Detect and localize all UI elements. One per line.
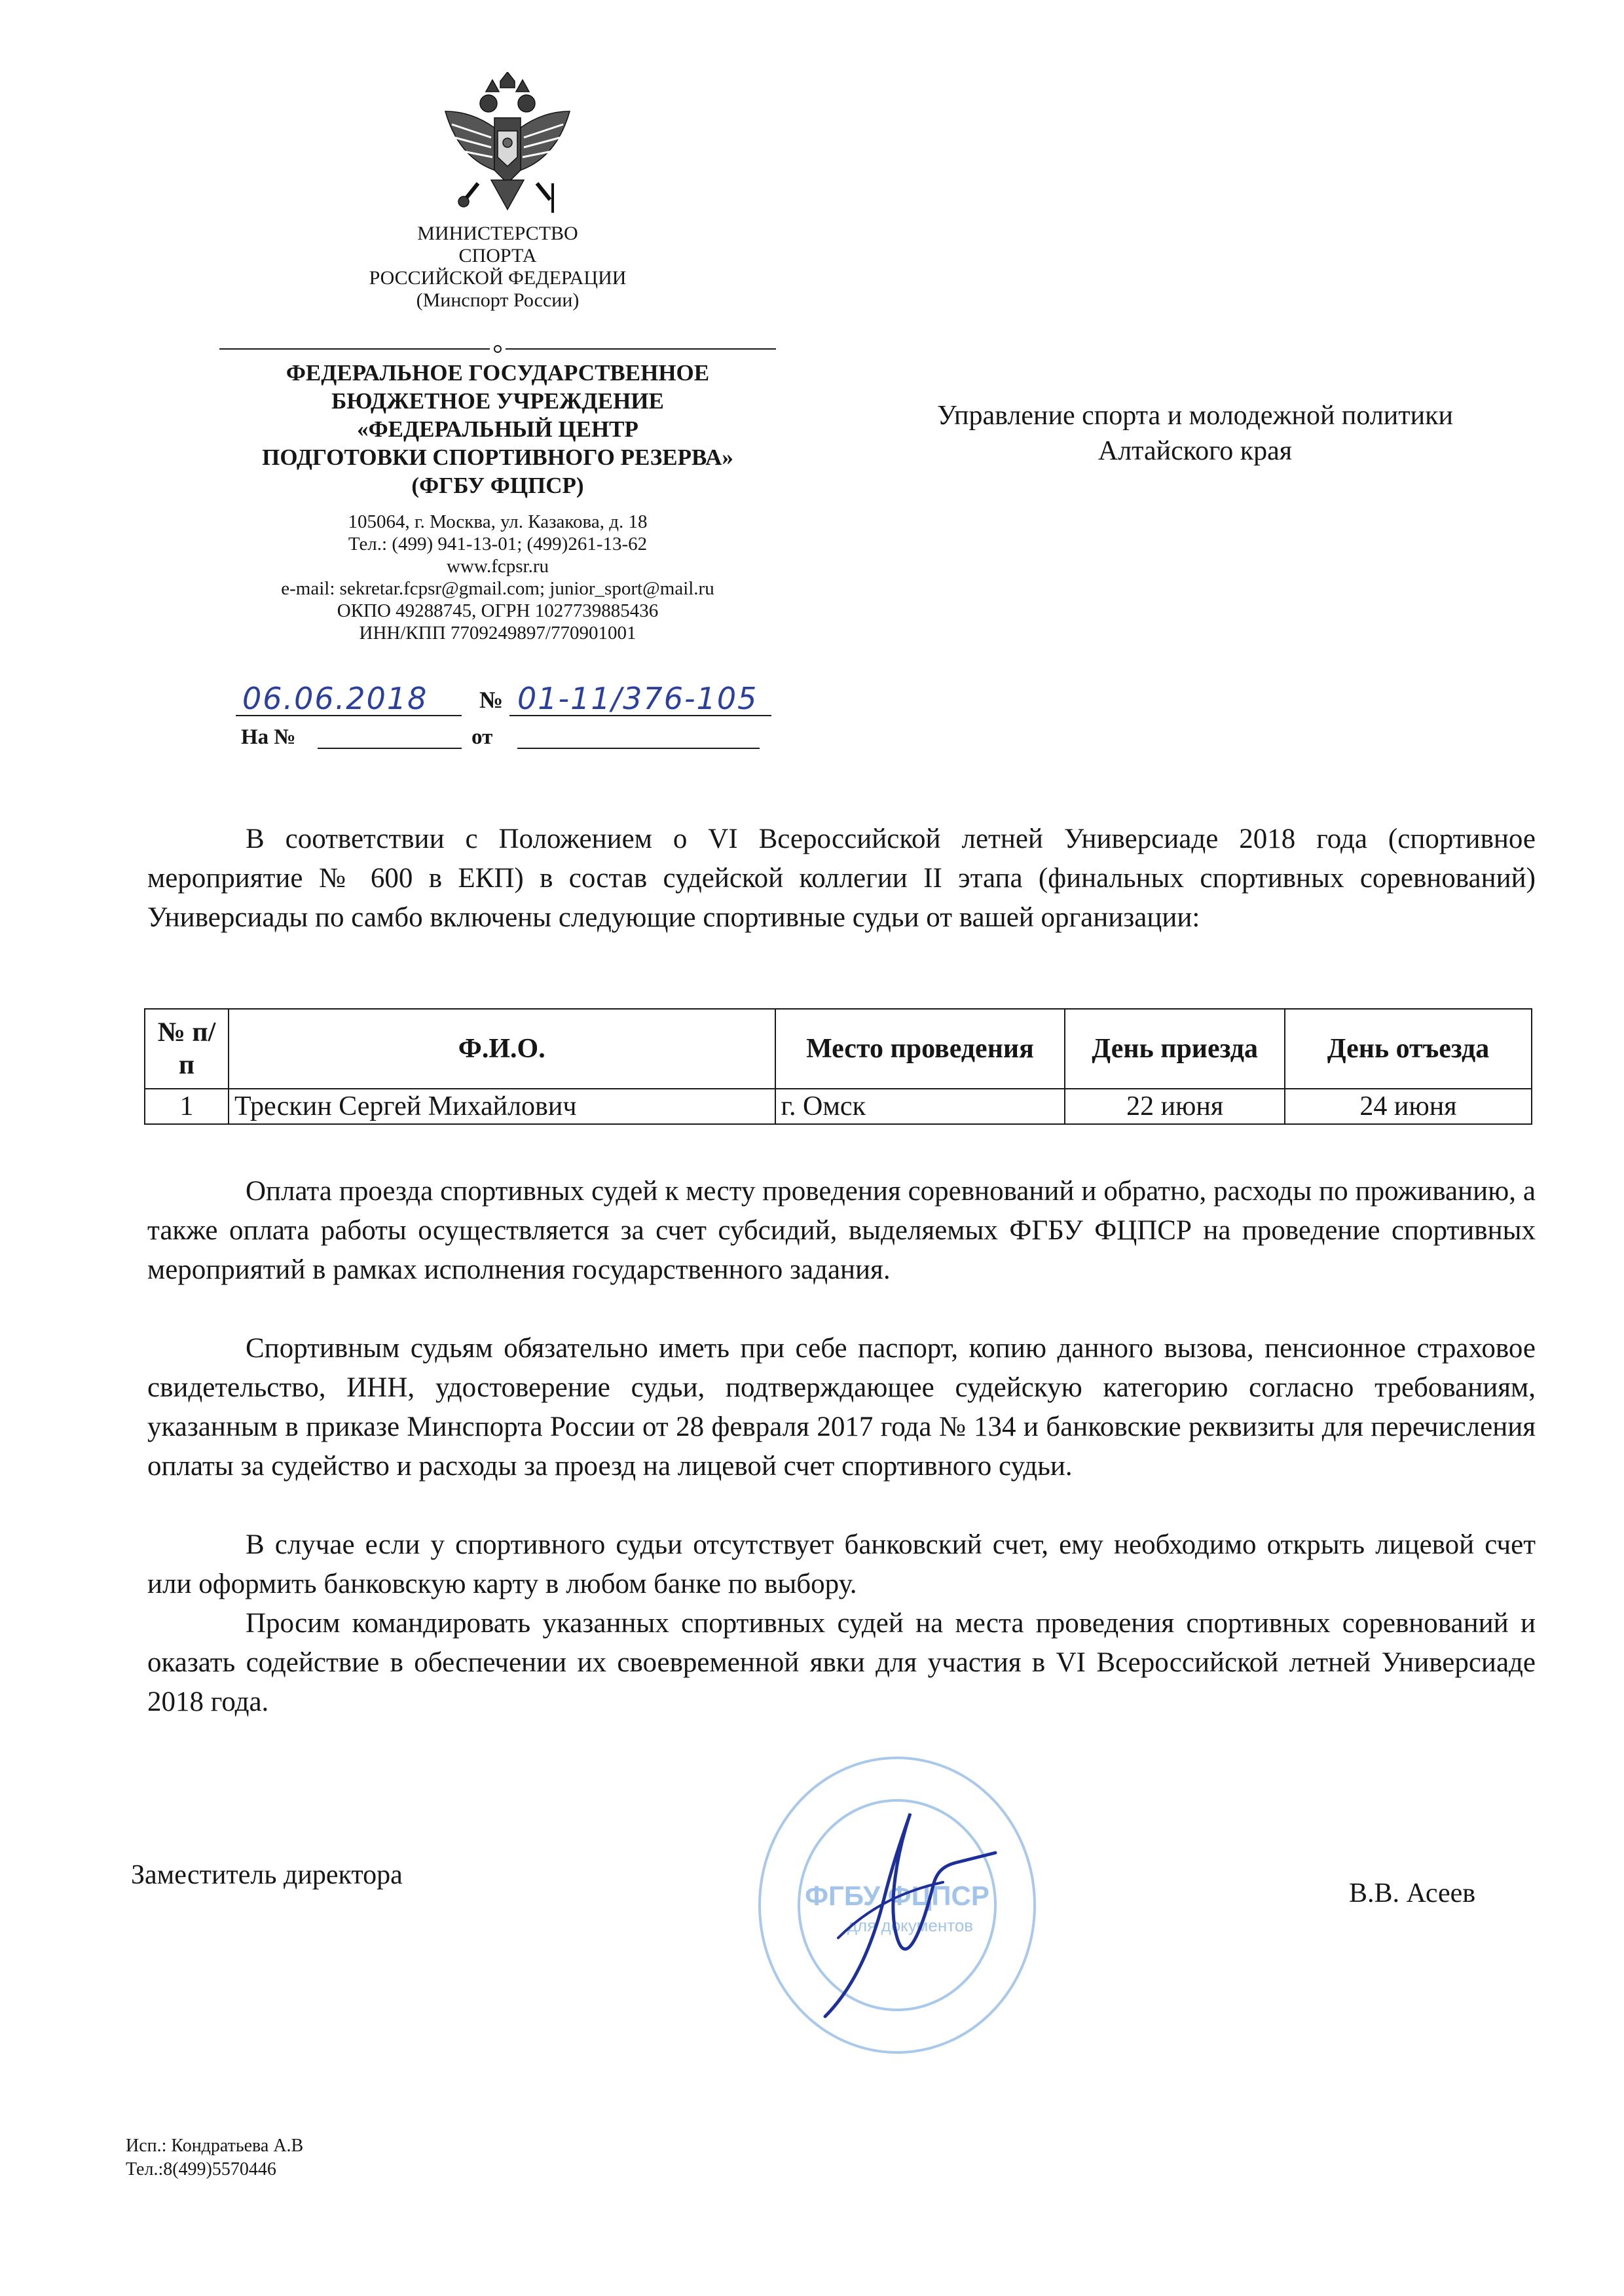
ministry-block (288, 223, 707, 312)
recipient-line: Управление спорта и молодежной политики (936, 401, 1453, 431)
header-fio: Ф.И.О. (229, 1009, 775, 1089)
cell-num: 1 (145, 1089, 229, 1124)
ref-from-label: от (471, 725, 493, 749)
ministry-line: (Минспорт России) (416, 289, 580, 311)
header-divider (219, 342, 776, 355)
outgoing-date: 06.06.2018 (242, 681, 428, 716)
org-line: ПОДГОТОВКИ СПОРТИВНОГО РЕЗЕРВА» (262, 445, 733, 470)
ref-number-label: На № (241, 725, 296, 749)
emblem-icon (432, 72, 583, 223)
svg-text:ФГБУ ФЦПСР: ФГБУ ФЦПСР (805, 1880, 989, 1911)
documents-paragraph: Спортивным судьям обязательно иметь при себе паспорт, копию данного вызова, пенсионное страховое свидетельство, ИНН, удостоверение судьи, подтверждающее судейскую категорию согласно требованиям, указанным в приказе Минспорта России от 28 февраля 2017 года № 134 и банковские реквизиты для перечисления оплаты за судейство и расходы за проезд на лицевой счет спортивного судьи. (147, 1333, 1536, 1482)
contact-inn: ИНН/КПП 7709249897/770901001 (359, 623, 637, 644)
org-line: (ФГБУ ФЦПСР) (411, 473, 584, 498)
stamp-icon (747, 1741, 1048, 2069)
bank-account-paragraph: В случае если у спортивного судьи отсутствует банковский счет, ему необходимо открыть лицевой счет или оформить банковскую карту в любом банке по выбору. (147, 1529, 1536, 1599)
contact-okpo: ОКПО 49288745, ОГРН 1027739885436 (337, 600, 659, 621)
signatory-name: В.В. Асеев (1349, 1878, 1476, 1908)
executor-footer (126, 2134, 303, 2181)
header-arrival: День приезда (1065, 1009, 1285, 1089)
ministry-line: СПОРТА (458, 245, 537, 266)
ministry-line: МИНИСТЕРСТВО (417, 223, 578, 244)
header-place: Место проведения (775, 1009, 1065, 1089)
svg-text:для документов: для документов (847, 1916, 974, 1935)
signatory-title: Заместитель директора (131, 1860, 403, 1890)
executor-phone: Тел.:8(499)5570446 (126, 2159, 276, 2179)
executor-name: Исп.: Кондратьева А.В (126, 2136, 304, 2156)
request-paragraph: Просим командировать указанных спортивных судей на места проведения спортивных соревнований и оказать содействие в обеспечении их своевременной явки для участия в VI Всероссийской летней Универсиаде 2018 года. (147, 1608, 1536, 1717)
org-line: БЮДЖЕТНОЕ УЧРЕЖДЕНИЕ (331, 388, 664, 414)
cell-fio: Трескин Сергей Михайлович (229, 1089, 775, 1124)
cell-departure: 24 июня (1285, 1089, 1532, 1124)
contact-email: e-mail: sekretar.fcpsr@gmail.com; junior_sport@mail.ru (281, 578, 714, 599)
outgoing-number: 01-11/376-105 (517, 681, 758, 716)
number-sign: № (479, 687, 504, 713)
contact-address: 105064, г. Москва, ул. Казакова, д. 18 (348, 511, 648, 532)
header-num: № п/п (145, 1009, 229, 1089)
contacts-block (196, 511, 799, 644)
outgoing-line (236, 681, 773, 720)
reference-line (236, 725, 760, 758)
org-line: ФЕДЕРАЛЬНОЕ ГОСУДАРСТВЕННОЕ (286, 360, 710, 386)
cell-arrival: 22 июня (1065, 1089, 1285, 1124)
recipient-block (825, 398, 1565, 469)
recipient-line: Алтайского края (1098, 436, 1293, 466)
contact-website: www.fcpsr.ru (447, 556, 549, 577)
org-line: «ФЕДЕРАЛЬНЫЙ ЦЕНТР (357, 416, 638, 442)
table-row (145, 1089, 1532, 1124)
table-header-row (145, 1009, 1532, 1089)
header-departure: День отъезда (1285, 1009, 1532, 1089)
ministry-line: РОССИЙСКОЙ ФЕДЕРАЦИИ (369, 267, 627, 289)
cell-place: г. Омск (775, 1089, 1065, 1124)
payment-paragraph: Оплата проезда спортивных судей к месту проведения соревнований и обратно, расходы по проживанию, а также оплата работы осуществляется за счет субсидий, выделяемых ФГБУ ФЦПСР на проведение спортивных мероприятий в рамках исполнения государственного задания. (147, 1176, 1536, 1285)
contact-phone: Тел.: (499) 941-13-01; (499)261-13-62 (348, 534, 648, 555)
organization-name (196, 359, 799, 500)
judges-table (144, 1008, 1532, 1125)
intro-paragraph: В соответствии с Положением о VI Всероссийской летней Универсиаде 2018 года (спортивное мероприятие № 600 в ЕКП) в состав судейской коллегии II этапа (финальных спортивных соревнований) Универсиады по самбо включены следующие спортивные судьи от вашей организации: (147, 824, 1536, 933)
